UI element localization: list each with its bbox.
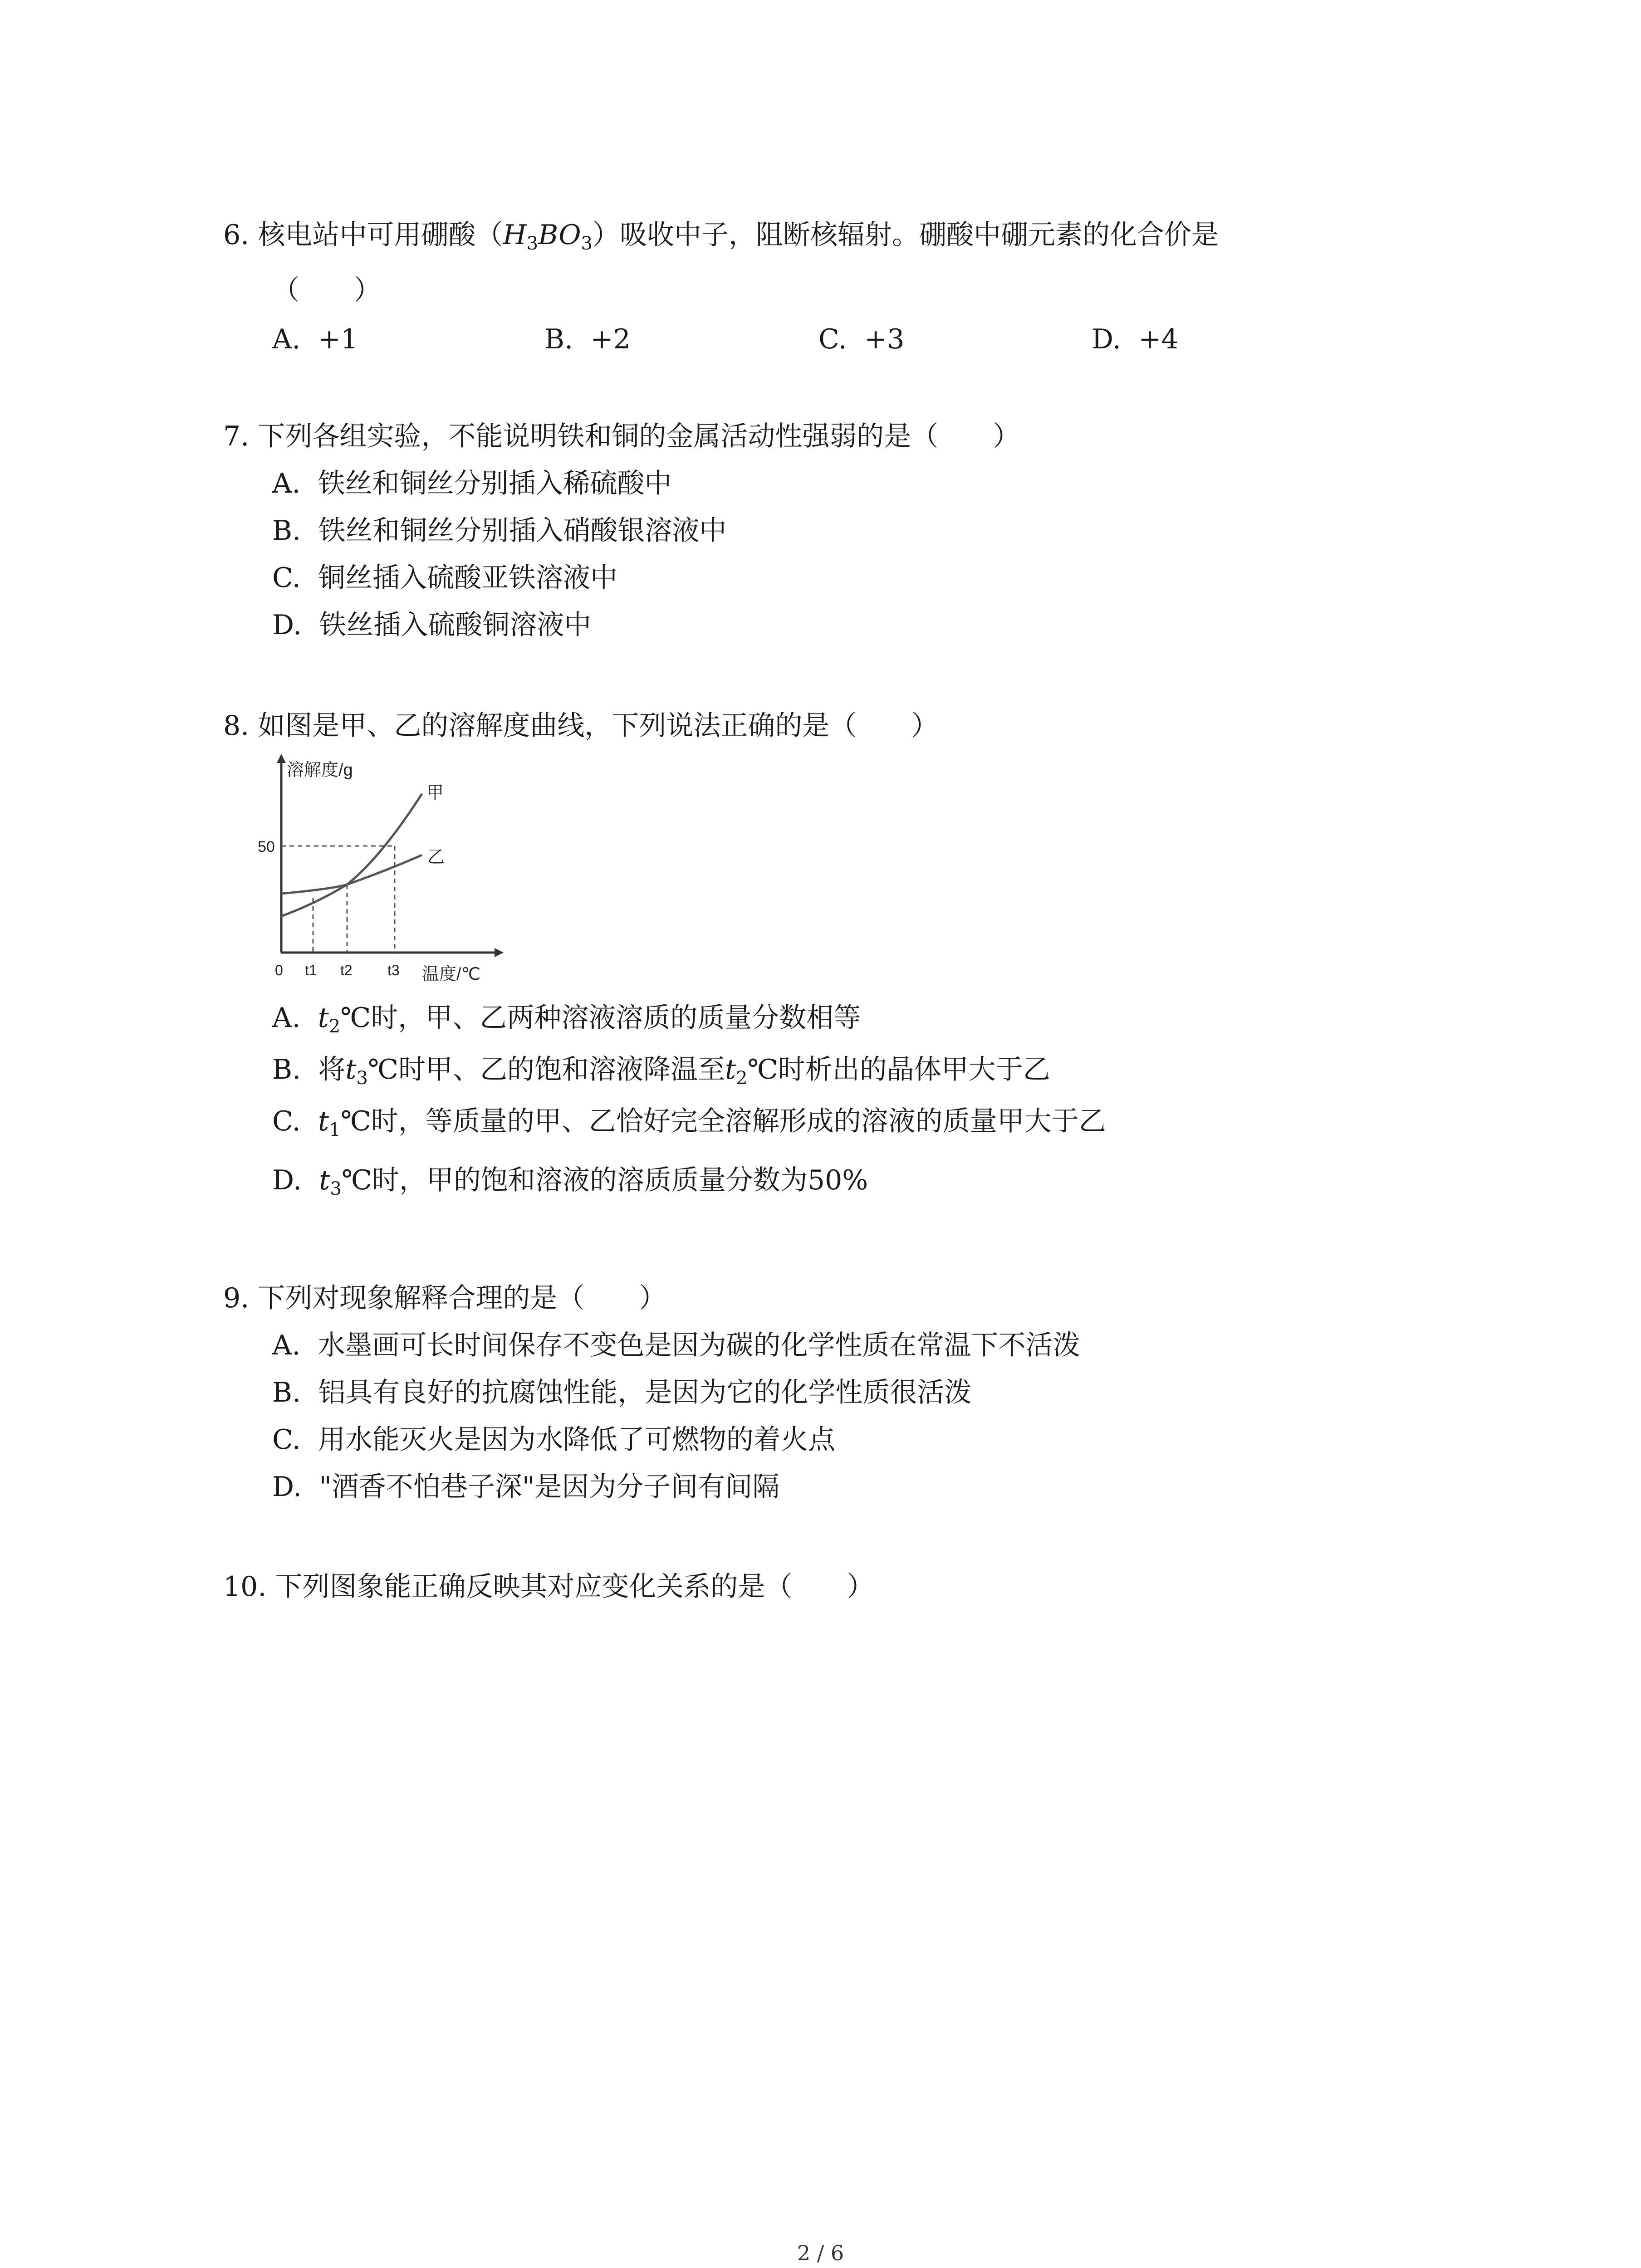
q7-option-a-text: 铁丝和铜丝分别插入稀硫酸中: [318, 468, 672, 499]
q8-option-a-sub: 2: [328, 1016, 341, 1037]
q6-option-d: [1092, 321, 1179, 357]
q9-option-b-text: 铝具有良好的抗腐蚀性能，是因为它的化学性质很活泼: [318, 1377, 972, 1408]
x-tick-t1: t1: [305, 962, 317, 978]
q6-option-d-text: +4: [1138, 323, 1179, 355]
q6-stem-part-1: 6. 核电站中可用硼酸（: [223, 219, 503, 251]
y-axis-arrow: [277, 754, 286, 763]
question-8-stem: 8. 如图是甲、乙的溶解度曲线，下列说法正确的是（ ）: [223, 710, 939, 742]
q6-option-a-letter: A.: [272, 323, 301, 355]
q8-option-b-text: ℃时析出的晶体甲大于乙: [747, 1054, 1050, 1085]
q6-formula-h: H: [503, 219, 527, 251]
q8-option-c-text: ℃时，等质量的甲、乙恰好完全溶解形成的溶液的质量甲大于乙: [340, 1105, 1106, 1137]
q6-option-d-letter: D.: [1092, 323, 1122, 355]
q8-option-a-t: t: [318, 1002, 329, 1034]
q9-option-a: [272, 1327, 1080, 1364]
q8-option-d-letter: D.: [272, 1164, 302, 1196]
x-tick-t2: t2: [340, 962, 353, 978]
q9-option-c-letter: C.: [272, 1424, 301, 1456]
q6-formula-sub-1: 3: [526, 233, 539, 254]
y-axis-label: 溶解度/g: [287, 761, 353, 780]
q9-option-d-text: "酒香不怕巷子深"是因为分子间有间隔: [319, 1471, 780, 1503]
question-9-stem: 9. 下列对现象解释合理的是（ ）: [223, 1282, 666, 1314]
q7-option-b: [272, 513, 726, 549]
question-7-stem: 7. 下列各组实验，不能说明铁和铜的金属活动性强弱的是（ ）: [223, 420, 1020, 452]
q8-option-b-sub: 3: [356, 1068, 368, 1089]
q7-option-c-text: 铜丝插入硫酸亚铁溶液中: [318, 562, 617, 594]
q7-option-d: [272, 607, 591, 643]
q8-option-d-t: t: [319, 1164, 330, 1196]
q8-option-d-sub: 3: [330, 1178, 342, 1199]
q9-option-a-letter: A.: [272, 1330, 301, 1361]
q9-option-c: [272, 1422, 835, 1458]
q6-formula-sub-2: 3: [581, 233, 593, 254]
q6-option-a: [272, 321, 358, 357]
q7-option-d-text: 铁丝插入硫酸铜溶液中: [319, 609, 592, 641]
q7-option-b-text: 铁丝和铜丝分别插入硝酸银溶液中: [318, 515, 727, 547]
q6-option-a-text: +1: [318, 323, 358, 355]
q6-option-b-text: +2: [590, 323, 631, 355]
q8-option-b-letter: B.: [272, 1054, 301, 1085]
page-number: 2 / 6: [797, 2241, 844, 2265]
q6-option-b-letter: B.: [544, 323, 573, 355]
q8-option-b-pre: 将: [318, 1054, 346, 1085]
q8-option-b-t2: t: [725, 1054, 736, 1085]
q8-option-c-letter: C.: [272, 1105, 301, 1137]
q7-option-a: [272, 465, 672, 502]
q9-option-b: [272, 1374, 971, 1411]
q8-option-b-sub2: 2: [736, 1068, 748, 1089]
q7-option-a-letter: A.: [272, 468, 301, 499]
curve-jia: [281, 794, 422, 916]
q8-option-a-letter: A.: [272, 1002, 301, 1034]
q9-option-d: [272, 1469, 779, 1505]
q7-option-c-letter: C.: [272, 562, 301, 594]
x-axis-label: 温度/℃: [422, 965, 481, 984]
q8-option-b-mid: ℃时甲、乙的饱和溶液降温至: [367, 1054, 725, 1085]
q8-option-a-text: ℃时，甲、乙两种溶液溶质的质量分数相等: [340, 1002, 861, 1034]
q9-option-c-text: 用水能灭火是因为水降低了可燃物的着火点: [318, 1424, 835, 1456]
q8-option-c-sub: 1: [329, 1119, 341, 1140]
q9-option-d-letter: D.: [272, 1471, 302, 1503]
q6-stem-part-2: ）吸收中子，阻断核辐射。硼酸中硼元素的化合价是: [592, 219, 1219, 251]
question-6-bracket: （ ）: [272, 274, 381, 306]
q8-option-c-t: t: [318, 1105, 329, 1137]
x-axis-arrow: [495, 948, 504, 957]
question-10-stem: 10. 下列图象能正确反映其对应变化关系的是（ ）: [223, 1571, 874, 1603]
question-6-stem: [223, 217, 1219, 262]
q8-option-c: [272, 1103, 1106, 1148]
q8-option-b: [272, 1051, 1050, 1096]
solubility-curve-figure: [258, 753, 504, 998]
series-yi-label: 乙: [427, 848, 445, 867]
curve-yi: [281, 855, 422, 894]
x-tick-t3: t3: [387, 962, 400, 978]
q9-option-a-text: 水墨画可长时间保存不变色是因为碳的化学性质在常温下不活泼: [318, 1330, 1080, 1361]
y-tick-50: 50: [258, 838, 275, 855]
q8-option-a: [272, 1000, 861, 1045]
q6-formula-bo: BO: [538, 219, 581, 251]
origin-label: 0: [275, 962, 283, 978]
q8-option-b-t: t: [345, 1054, 357, 1085]
q7-option-c: [272, 560, 617, 596]
q6-option-c: [818, 321, 904, 357]
q6-option-c-letter: C.: [818, 323, 847, 355]
q9-option-b-letter: B.: [272, 1377, 301, 1408]
series-jia-label: 甲: [426, 783, 444, 802]
q8-option-d-text: ℃时，甲的饱和溶液的溶质质量分数为50%: [341, 1164, 868, 1196]
q8-option-d: [272, 1162, 868, 1207]
q7-option-b-letter: B.: [272, 515, 301, 547]
q6-option-b: [544, 321, 631, 357]
q7-option-d-letter: D.: [272, 609, 302, 641]
q6-option-c-text: +3: [864, 323, 905, 355]
